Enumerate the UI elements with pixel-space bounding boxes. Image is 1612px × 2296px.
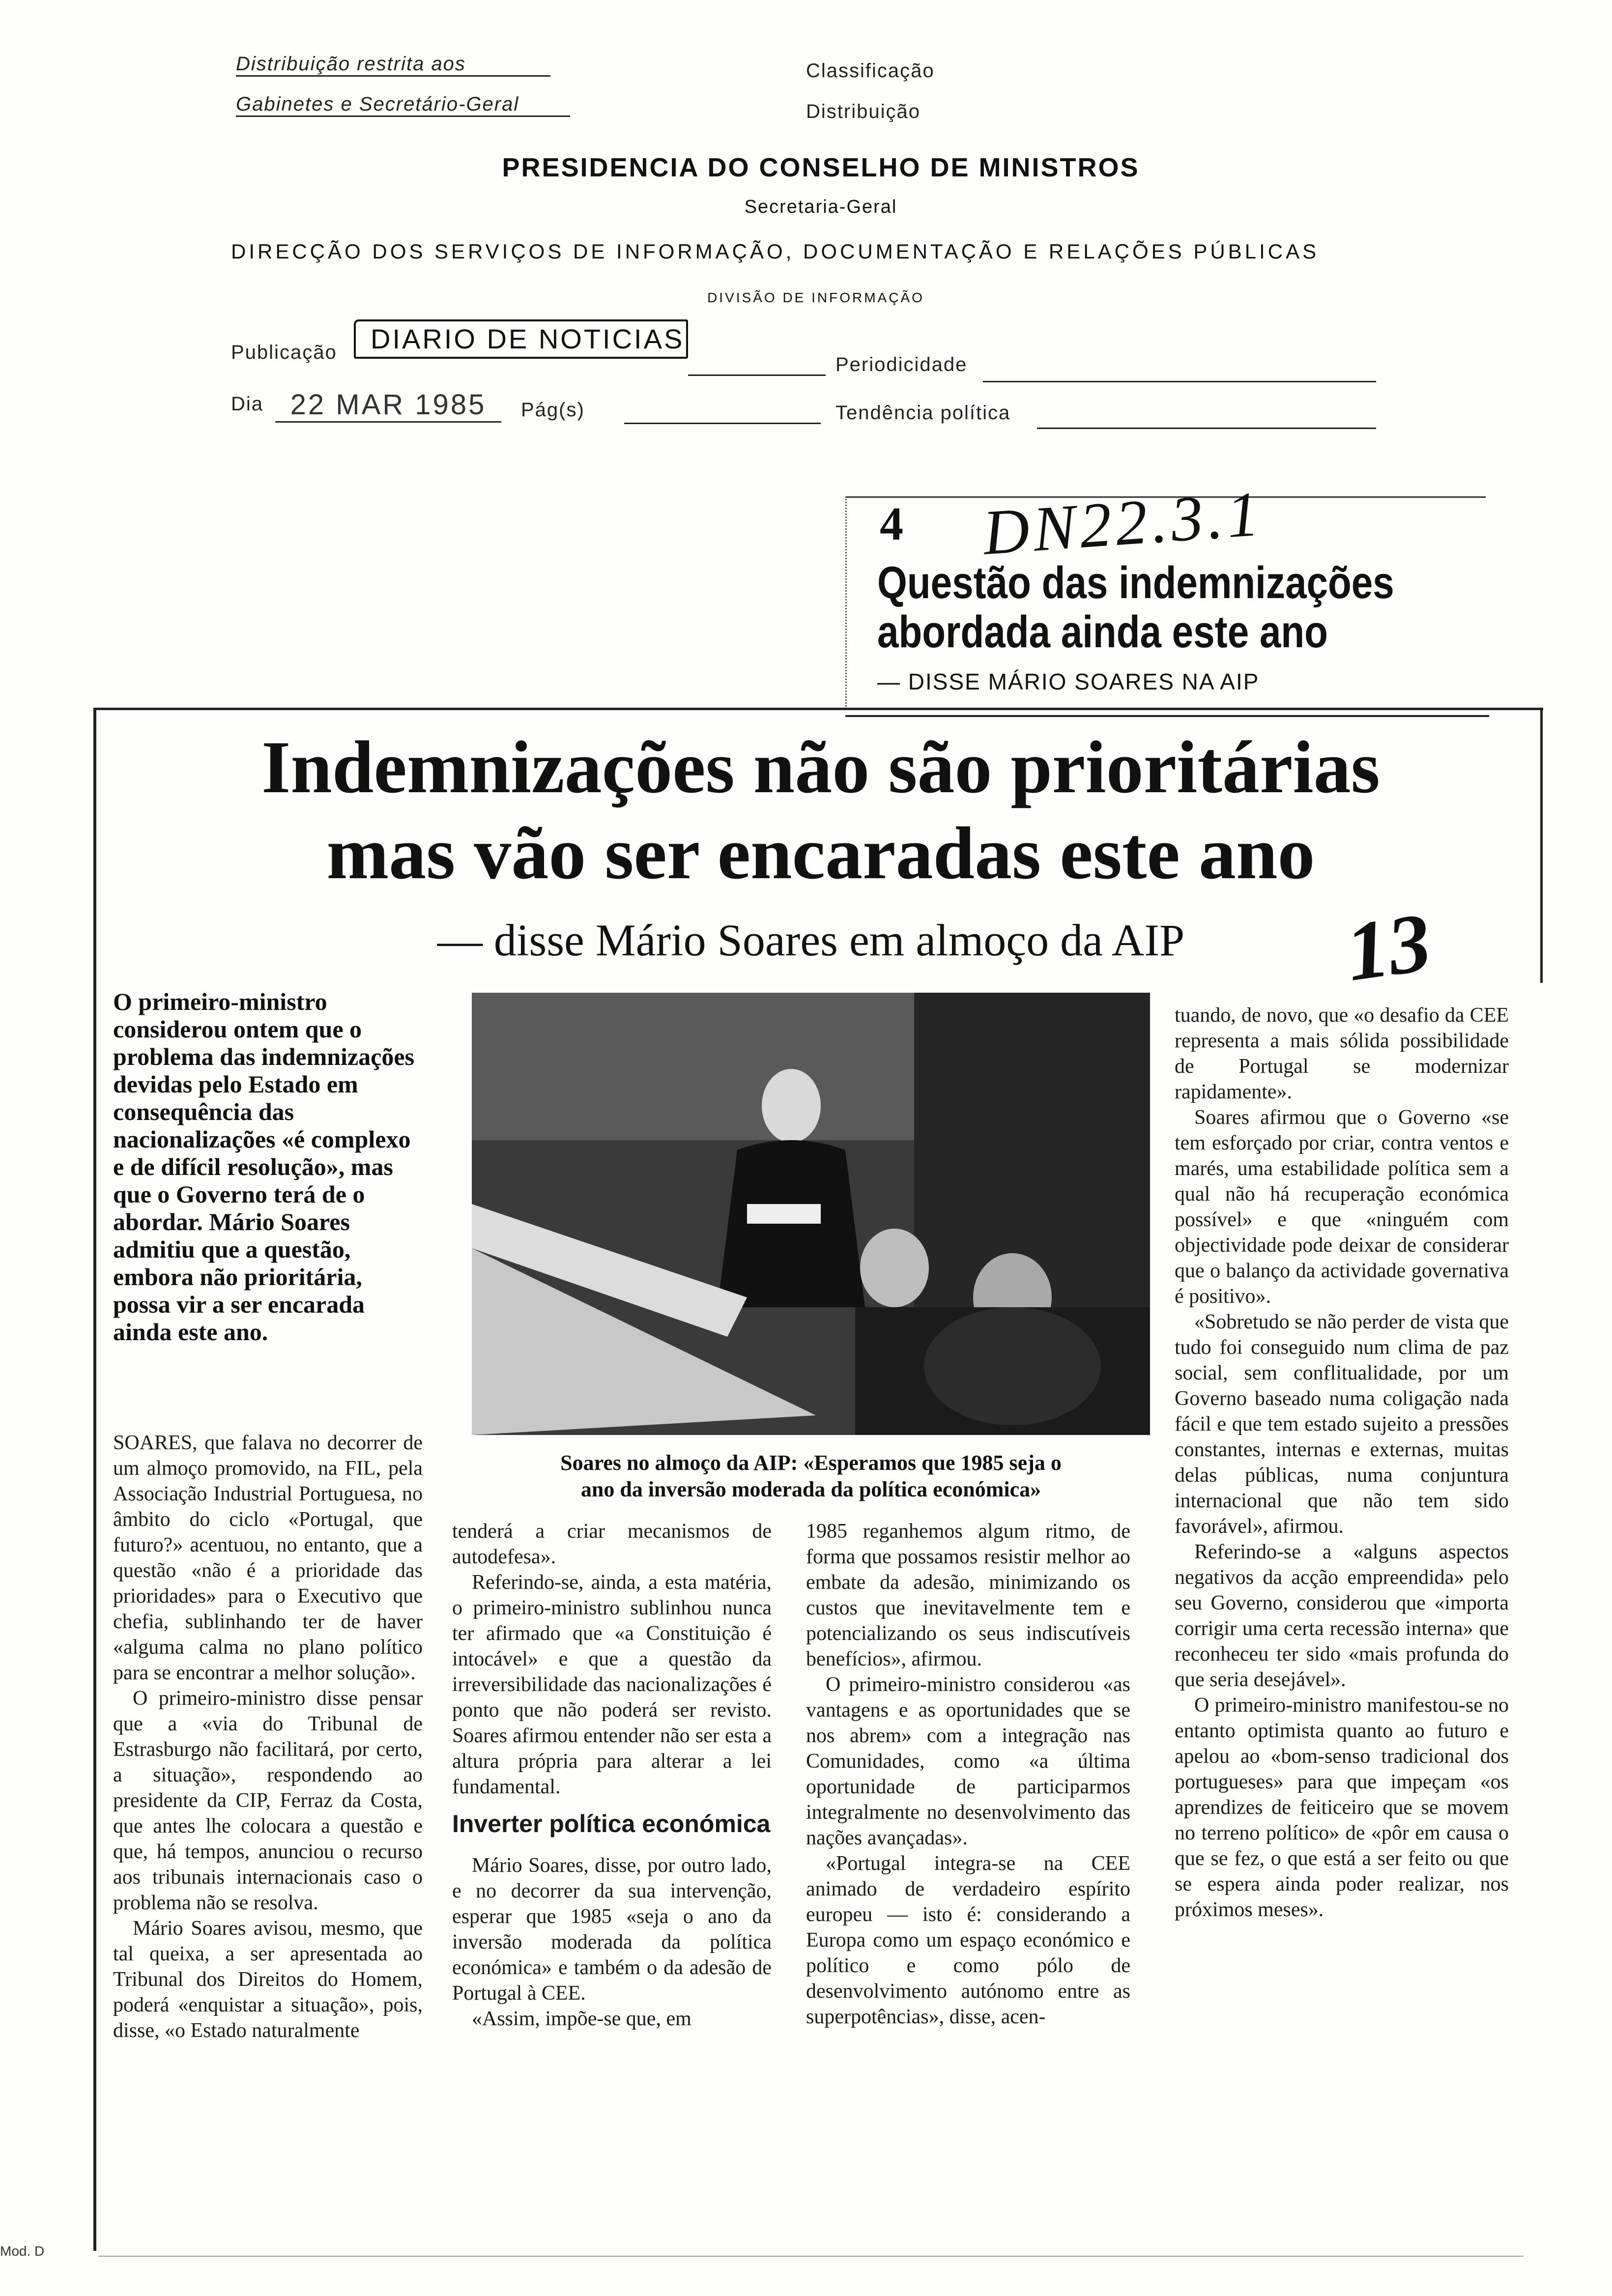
classification-label: Classificação [806,60,935,82]
col3-paragraph-2: O primeiro-ministro considerou «as vantagens e as oportunidades que se nos abrem» com a integração nas Comunidades, como «a última oportunidade de participarmos integralmente no desenvolvimento das nações avançadas». [806,1673,1130,1849]
day-label: Dia [231,393,264,415]
handwritten-code: DN22.3.1 [980,478,1265,569]
col1-paragraph-2: O primeiro-ministro disse pensar que a «via do Tribunal de Estrasburgo não facilitará, por certo, a situação», respondendo ao presidente da CIP, Ferraz da Costa, que antes lhe colocara a questão e que, há tempos, anunciou o recurso aos tribunais internacionais caso o problema não se resolva. [113,1687,423,1914]
clip-title-line-1: Questão das indemnizações [877,558,1394,608]
caption-line-1: Soares no almoço da AIP: «Esperamos que 1985 seja o [560,1451,1062,1475]
clip-rule [845,715,1489,717]
headline-line-2: mas vão ser encaradas este ano [326,812,1315,894]
tendency-label: Tendência política [835,402,1011,424]
periodicity-line [983,381,1376,382]
footer-rule [98,2256,1524,2257]
division: DIVISÃO DE INFORMAÇÃO [707,290,924,305]
pages-label: Pág(s) [521,399,585,421]
col1-paragraph-3: Mário Soares avisou, mesmo, que tal queixa, a ser apresentada ao Tribunal dos Direitos do Homem, poderá «enquistar a situação», pois, disse, «o Estado naturalmente [113,1917,423,2042]
col3-paragraph-1: 1985 reganhemos algum ritmo, de forma que possamos resistir melhor ao embate da adesão, minimizando os custos que inevitavelmente tem e potencializando os seus indiscutíveis benefícios», afirmou. [806,1520,1130,1670]
pages-line [624,423,821,424]
distribution-line-2: Gabinetes e Secretário-Geral [236,93,570,117]
tendency-line [1037,428,1376,429]
distribution-label: Distribuição [806,101,921,122]
clip-title-line-2: abordada ainda este ano [877,607,1328,657]
col2-paragraph-2: Referindo-se, ainda, a esta matéria, o primeiro-ministro sublinhou nunca ter afirmado que «a Constituição é intocável» e que a questão da irreversibilidade das nacionalizações é ponto que não poderá ser revisto. Soares afirmou entender não ser esta a altura própria para alterar a lei fundamental. [452,1571,772,1798]
distribution-line-1: Distribuição restrita aos [236,53,550,77]
caption-line-2: ano da inversão moderada da política económica» [580,1477,1041,1501]
article-frame-top [93,708,1543,710]
col4-paragraph-4: Referindo-se a «alguns aspectos negativos da acção empreendida» pelo seu Governo, considerou que «importa corrigir uma certa recessão interna» que reconheceu ter sido «mais profunda do que seria desejável». [1175,1541,1509,1691]
column-3 [806,1519,1130,2030]
col3-paragraph-3: «Portugal integra-se na CEE animado de verdadeiro espírito europeu — isto é: considerando a Europa como um espaço económico e político e como pólo de desenvolvimento autónomo entre as superpotências», disse, acen- [806,1852,1130,2028]
column-4 [1175,1003,1509,1923]
handwritten-page-number: 13 [1340,895,1437,999]
clip-byline: — DISSE MÁRIO SOARES NA AIP [877,669,1260,694]
photo-illustration [472,993,1150,1435]
col4-paragraph-1: tuando, de novo, que «o desafio da CEE representa a mais sólida possibilidade de Portugal se modernizar rapidamente». [1175,1004,1509,1103]
subheadline: — disse Mário Soares em almoço da AIP [437,915,1185,965]
page-title: PRESIDENCIA DO CONSELHO DE MINISTROS [502,153,1140,182]
day-stamp: 22 MAR 1985 [275,388,501,423]
directorate: DIRECÇÃO DOS SERVIÇOS DE INFORMAÇÃO, DOCUMENTAÇÃO E RELAÇÕES PÚBLICAS [231,240,1320,263]
clip-number: 4 [880,497,903,550]
col2-paragraph-4: «Assim, impõe-se que, em [472,2008,691,2030]
article-photo [472,993,1150,1435]
publication-line [688,374,826,376]
periodicity-label: Periodicidade [835,354,968,375]
col4-paragraph-3: «Sobretudo se não perder de vista que tudo foi conseguido num clima de paz social, sem conflitualidade, por um Governo baseado numa coligação nada fácil e que tem estado sujeito a pressões constantes, internas e externas, muitas delas públicas, numa conjuntura internacional que não tem sido favorável», afirmou. [1175,1311,1509,1538]
column-2 [452,1519,772,2032]
col2-paragraph-3: Mário Soares, disse, por outro lado, e no decorrer da sua intervenção, esperar que 1985 «seja o ano da inversão moderada da política económica» e também o da adesão de Portugal à CEE. [452,1854,772,2005]
publication-label: Publicação [231,342,337,363]
article-frame-left [93,708,96,2251]
col4-paragraph-5: O primeiro-ministro manifestou-se no entanto optimista quanto ao futuro e apelou ao «bom-senso tradicional dos portugueses» para que impeçam «os aprendizes de feiticeiro que se movem no terreno político» de «pôr em causa o que se fez, o que está a ser feito ou que se espera ainda poder realizar, nos próximos meses». [1175,1694,1509,1921]
col4-paragraph-2: Soares afirmou que o Governo «se tem esforçado por criar, contra ventos e marés, uma estabilidade política sem a qual não há recuperação económica possível» e que «ninguém com objectividade pode deixar de considerar que o balanço da actividade governativa é positivo». [1175,1106,1509,1308]
headline-line-1: Indemnizações não são prioritárias [261,726,1380,808]
model-label: Mod. D [0,2243,45,2259]
col2-subheading: Inverter política económica [452,1810,771,1837]
col2-paragraph-1: tenderá a criar mecanismos de autodefesa». [452,1520,772,1568]
column-1 [113,1430,423,2043]
photo-caption [457,1450,1165,1503]
publication-stamp: DIARIO DE NOTICIAS [354,319,688,359]
page-subtitle: Secretaria-Geral [744,197,897,217]
col1-paragraph-1: SOARES, que falava no decorrer de um almoço promovido, na FIL, pela Associação Industrial Portuguesa, no âmbito do ciclo «Portugal, que futuro?» acentuou, no entanto, que a questão «não é a prioridade das prioridades» para o Executivo que chefia, sublinhando ter de haver «alguma calma no plano político para se encontrar a melhor solução». [113,1432,423,1684]
article-lead: O primeiro-ministro considerou ontem que o problema das indemnizações devidas pelo Estado em consequência das nacionalizações «é complexo e de difícil resolução», mas que o Governo terá de o abordar. Mário Soares admitiu que a questão, embora não prioritária, possa vir a ser encarada ainda este ano. [113,988,414,1346]
